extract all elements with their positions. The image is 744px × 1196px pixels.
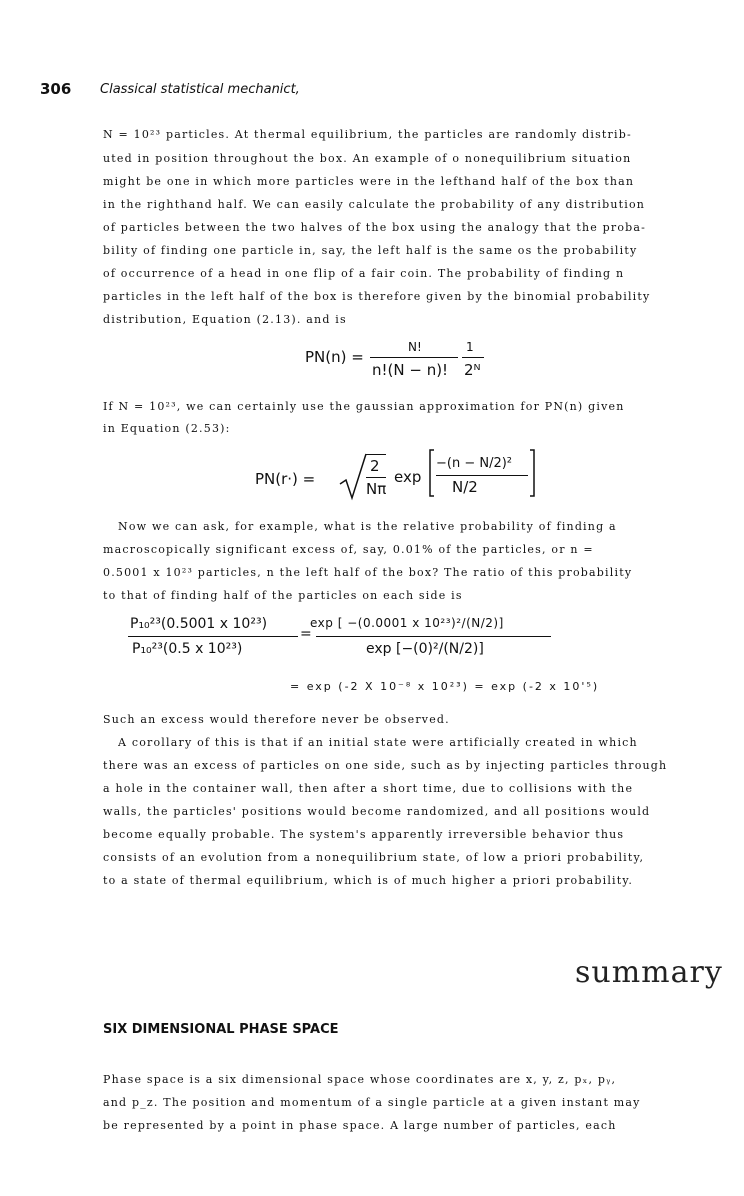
paragraph-line: and p_z. The position and momentum of a single particle at a given instant may xyxy=(103,1096,641,1109)
equation3-lhs-numerator: P₁₀²³(0.5001 x 10²³) xyxy=(130,616,268,632)
paragraph-line: Phase space is a six dimensional space whose coordinates are x, y, z, pₓ, pᵧ, xyxy=(103,1073,617,1086)
equation2-bracket-numerator: −(n − N/2)² xyxy=(436,456,513,471)
equation2-sqrt-denominator: Nπ xyxy=(366,480,387,498)
equation1-denominator: n!(N − n)! xyxy=(372,361,449,379)
sqrt-overline xyxy=(366,454,386,455)
equation2-sqrt-numerator: 2 xyxy=(370,457,380,475)
summary-heading: summary xyxy=(575,955,723,990)
equation1-lhs: PN(n) = xyxy=(305,348,364,366)
equation1-factor-denominator: 2ᴺ xyxy=(464,361,481,379)
paragraph-line: in the righthand half. We can easily calculate the probability of any distribution xyxy=(103,198,646,211)
equation1-numerator: N! xyxy=(408,340,422,354)
paragraph-line: uted in position throughout the box. An example of o nonequilibrium situation xyxy=(103,152,632,165)
paragraph-line: macroscopically significant excess of, say, 0.01% of the particles, or n = xyxy=(103,543,594,556)
paragraph-line: A corollary of this is that if an initial state were artificially created in which xyxy=(118,736,638,749)
equation2-bracket-denominator: N/2 xyxy=(452,478,478,496)
paragraph-line: bility of finding one particle in, say, the left half is the same os the probability xyxy=(103,244,638,257)
sentence: Such an excess would therefore never be observed. xyxy=(103,713,450,726)
paragraph-line: consists of an evolution from a nonequilibrium state, of low a priori probability, xyxy=(103,851,645,864)
page-number: 306 xyxy=(40,80,72,98)
sqrt-sign xyxy=(338,452,368,502)
paragraph-line: 0.5001 x 10²³ particles, n the left half of the box? The ratio of this probability xyxy=(103,566,633,579)
equation2-bracket-bar xyxy=(436,475,528,476)
paragraph-line: might be one in which more particles were in the lefthand half of the box than xyxy=(103,175,635,188)
equation2-lhs: PN(r·) = xyxy=(255,470,316,488)
paragraph-line: of particles between the two halves of the box using the analogy that the proba- xyxy=(103,221,647,234)
equation3-lhs-denominator: P₁₀²³(0.5 x 10²³) xyxy=(132,641,243,657)
paragraph-line: walls, the particles' positions would become randomized, and all positions would xyxy=(103,805,651,818)
equation1-factor-numerator: 1 xyxy=(466,340,474,354)
equation3-rhs-denominator: exp [−(0)²/(N/2)] xyxy=(366,641,484,657)
paragraph-line: to a state of thermal equilibrium, which is of much higher a priori probability. xyxy=(103,874,634,887)
paragraph-line: be represented by a point in phase space. A large number of particles, each xyxy=(103,1119,617,1132)
paragraph-line: particles in the left half of the box is therefore given by the binomial probability xyxy=(103,290,651,303)
paragraph-line: in Equation (2.53): xyxy=(103,422,231,435)
paragraph-line: If N = 10²³, we can certainly use the gaussian approximation for PN(n) given xyxy=(103,400,625,413)
paragraph-line: become equally probable. The system's apparently irreversible behavior thus xyxy=(103,828,625,841)
paragraph-line: N = 10²³ particles. At thermal equilibrium, the particles are randomly distrib- xyxy=(103,128,632,141)
equation3-rhs-bar xyxy=(316,636,551,637)
equation3-lhs-bar xyxy=(128,636,298,637)
paragraph-line: of occurrence of a head in one flip of a fair coin. The probability of finding n xyxy=(103,267,625,280)
equation2-sqrt-bar xyxy=(366,477,386,478)
paragraph-line: there was an excess of particles on one side, such as by injecting particles through xyxy=(103,759,668,772)
section-heading: SIX DIMENSIONAL PHASE SPACE xyxy=(103,1022,339,1037)
paragraph-line: to that of finding half of the particles on each side is xyxy=(103,589,463,602)
equation3-rhs-numerator: exp [ −(0.0001 x 10²³)²/(N/2)] xyxy=(310,616,504,630)
equation3-second-line: = exp (-2 X 10⁻⁸ x 10²³) = exp (-2 x 10'⁵) xyxy=(290,680,600,693)
paragraph-line: a hole in the container wall, then after a short time, due to collisions with the xyxy=(103,782,634,795)
paragraph-line: distribution, Equation (2.13). and is xyxy=(103,313,347,326)
equation1-fraction-bar xyxy=(370,357,458,358)
equation2-exp: exp xyxy=(394,468,422,486)
paragraph-line: Now we can ask, for example, what is the relative probability of finding a xyxy=(118,520,617,533)
running-title: Classical statistical mechanict, xyxy=(100,82,300,97)
equation3-equals: = xyxy=(300,626,312,642)
equation1-factor-bar xyxy=(462,357,484,358)
